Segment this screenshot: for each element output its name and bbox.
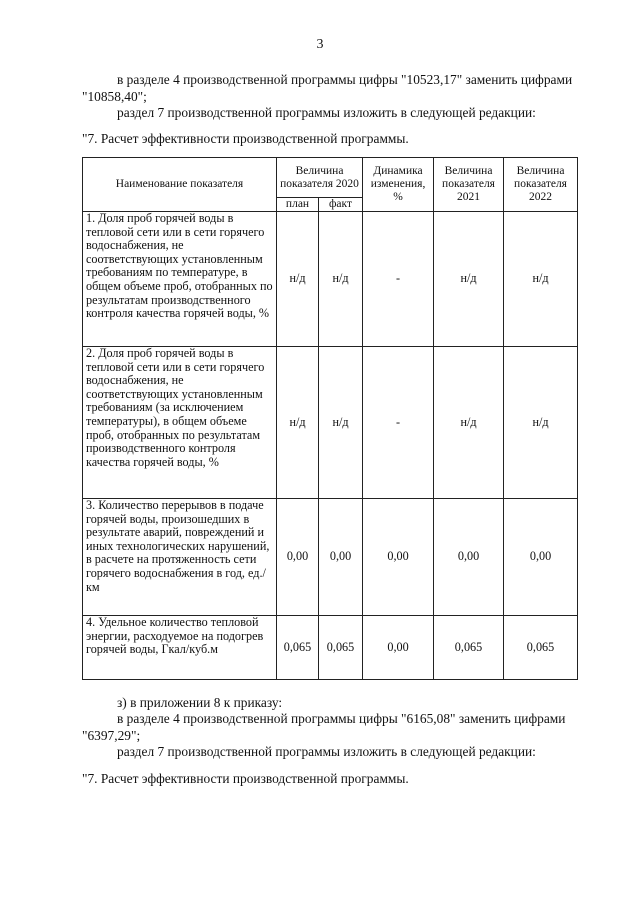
section-heading: "7. Расчет эффективности производственной программы. [82, 131, 409, 146]
efficiency-table [82, 157, 578, 680]
value-2021: н/д [434, 212, 504, 347]
value-2021: н/д [434, 347, 504, 499]
indicator-name: 4. Удельное количество тепловой энергии, расходуемое на подогрев горячей воды, Гкал/куб.м [83, 616, 277, 680]
indicator-name: 1. Доля проб горячей воды в тепловой сети или в сети горячего водоснабжения, не соответствующих установленным требованиям по температуре, в общем объеме проб, отобранных по результатам производственного контроля качества горячей воды, % [83, 212, 277, 347]
value-dynamics: 0,00 [363, 616, 434, 680]
table-row [83, 499, 578, 616]
value-2022: 0,00 [504, 499, 578, 616]
paragraph-replace-figures-2: в разделе 4 производственной программы цифры "6165,08" заменить цифрами [117, 711, 566, 726]
indicator-name: 3. Количество перерывов в подаче горячей воды, произошедших в результате аварий, повреждений и иных технологических нарушений, в расчете на протяженность сети горячего водоснабжения в год, ед./км [83, 499, 277, 616]
paragraph-section-7: раздел 7 производственной программы изложить в следующей редакции: [117, 105, 536, 120]
paragraph-section-7-2: раздел 7 производственной программы изложить в следующей редакции: [117, 744, 536, 759]
value-plan: 0,00 [277, 499, 319, 616]
table-row [83, 616, 578, 680]
table-row [83, 347, 578, 499]
paragraph-replace-figures: в разделе 4 производственной программы цифры "10523,17" заменить цифрами [117, 72, 573, 87]
header-value-2022: Величина показателя 2022 [504, 158, 578, 212]
paragraph-replace-figures-cont: "10858,40"; [82, 89, 147, 104]
header-dynamics: Динамика изменения, % [363, 158, 434, 212]
value-plan: 0,065 [277, 616, 319, 680]
value-2022: 0,065 [504, 616, 578, 680]
value-fact: н/д [319, 212, 363, 347]
value-dynamics: 0,00 [363, 499, 434, 616]
table-row [83, 212, 578, 347]
paragraph-appendix-8: з) в приложении 8 к приказу: [117, 695, 283, 710]
value-plan: н/д [277, 212, 319, 347]
section-heading-2: "7. Расчет эффективности производственной программы. [82, 771, 409, 786]
value-dynamics: - [363, 347, 434, 499]
header-fact: факт [319, 198, 363, 212]
value-plan: н/д [277, 347, 319, 499]
indicator-name: 2. Доля проб горячей воды в тепловой сети или в сети горячего водоснабжения, не соответствующих установленным требованиям (за исключением температуры), в общем объеме проб, отобранных по результатам производственного контроля качества горячей воды, % [83, 347, 277, 499]
header-plan: план [277, 198, 319, 212]
value-2022: н/д [504, 212, 578, 347]
header-value-2020: Величина показателя 2020 [277, 158, 363, 198]
header-value-2021: Величина показателя 2021 [434, 158, 504, 212]
value-dynamics: - [363, 212, 434, 347]
value-2022: н/д [504, 347, 578, 499]
paragraph-replace-figures-2-cont: "6397,29"; [82, 728, 141, 743]
page-number: 3 [316, 37, 324, 52]
value-fact: 0,065 [319, 616, 363, 680]
value-fact: 0,00 [319, 499, 363, 616]
value-2021: 0,065 [434, 616, 504, 680]
value-fact: н/д [319, 347, 363, 499]
header-indicator-name: Наименование показателя [83, 158, 277, 212]
value-2021: 0,00 [434, 499, 504, 616]
